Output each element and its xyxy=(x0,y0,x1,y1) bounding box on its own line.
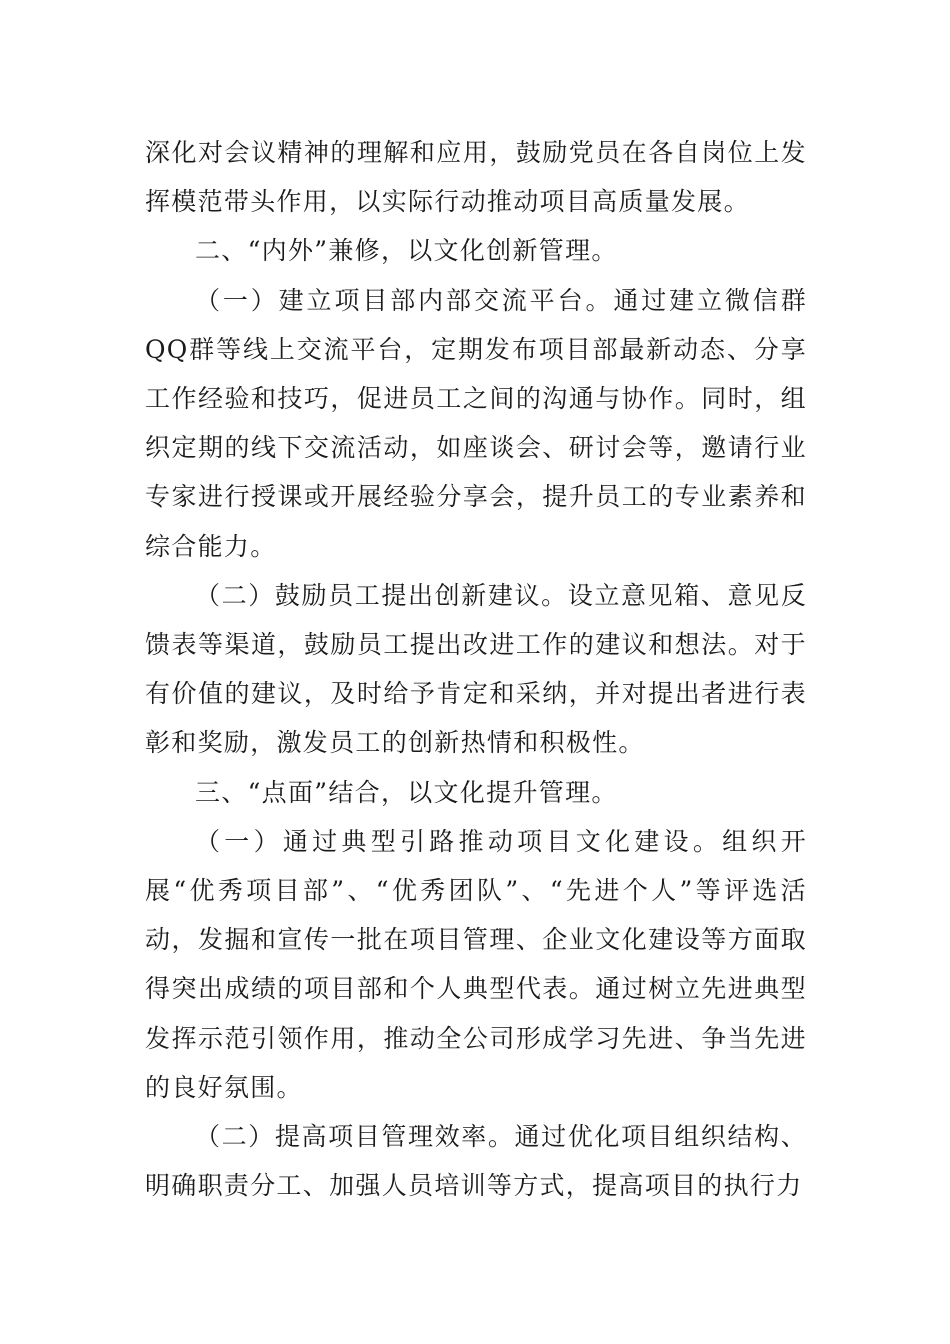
paragraph-continuation: 深化对会议精神的理解和应用，鼓励党员在各自岗位上发挥模范带头作用，以实际行动推动项目高质量发展。 xyxy=(145,138,807,217)
section-heading-two: 二、“内外”兼修，以文化创新管理。 xyxy=(195,236,618,266)
section-heading-three: 三、“点面”结合，以文化提升管理。 xyxy=(195,777,618,807)
paragraph-innovation-suggestions: （二）鼓励员工提出创新建议。设立意见箱、意见反馈表等渠道，鼓励员工提出改进工作的建议和想法。对于有价值的建议，及时给予肯定和采纳，并对提出者进行表彰和奖励，激发员工的创新热情和积极性。 xyxy=(145,580,807,758)
paragraph-exchange-platform: （一）建立项目部内部交流平台。通过建立微信群QQ群等线上交流平台，定期发布项目部最新动态、分享工作经验和技巧，促进员工之间的沟通与协作。同时，组织定期的线下交流活动，如座谈会、研讨会等，邀请行业专家进行授课或开展经验分享会，提升员工的专业素养和综合能力。 xyxy=(145,285,807,561)
paragraph-management-efficiency: （二）提高项目管理效率。通过优化项目组织结构、明确职责分工、加强人员培训等方式，提高项目的执行力 xyxy=(145,1122,807,1201)
document-body xyxy=(145,128,807,1210)
paragraph-typical-examples: （一）通过典型引路推动项目文化建设。组织开展“优秀项目部”、“优秀团队”、“先进个人”等评选活动，发掘和宣传一批在项目管理、企业文化建设等方面取得突出成绩的项目部和个人典型代表。通过树立先进典型发挥示范引领作用，推动全公司形成学习先进、争当先进的良好氛围。 xyxy=(145,826,807,1102)
